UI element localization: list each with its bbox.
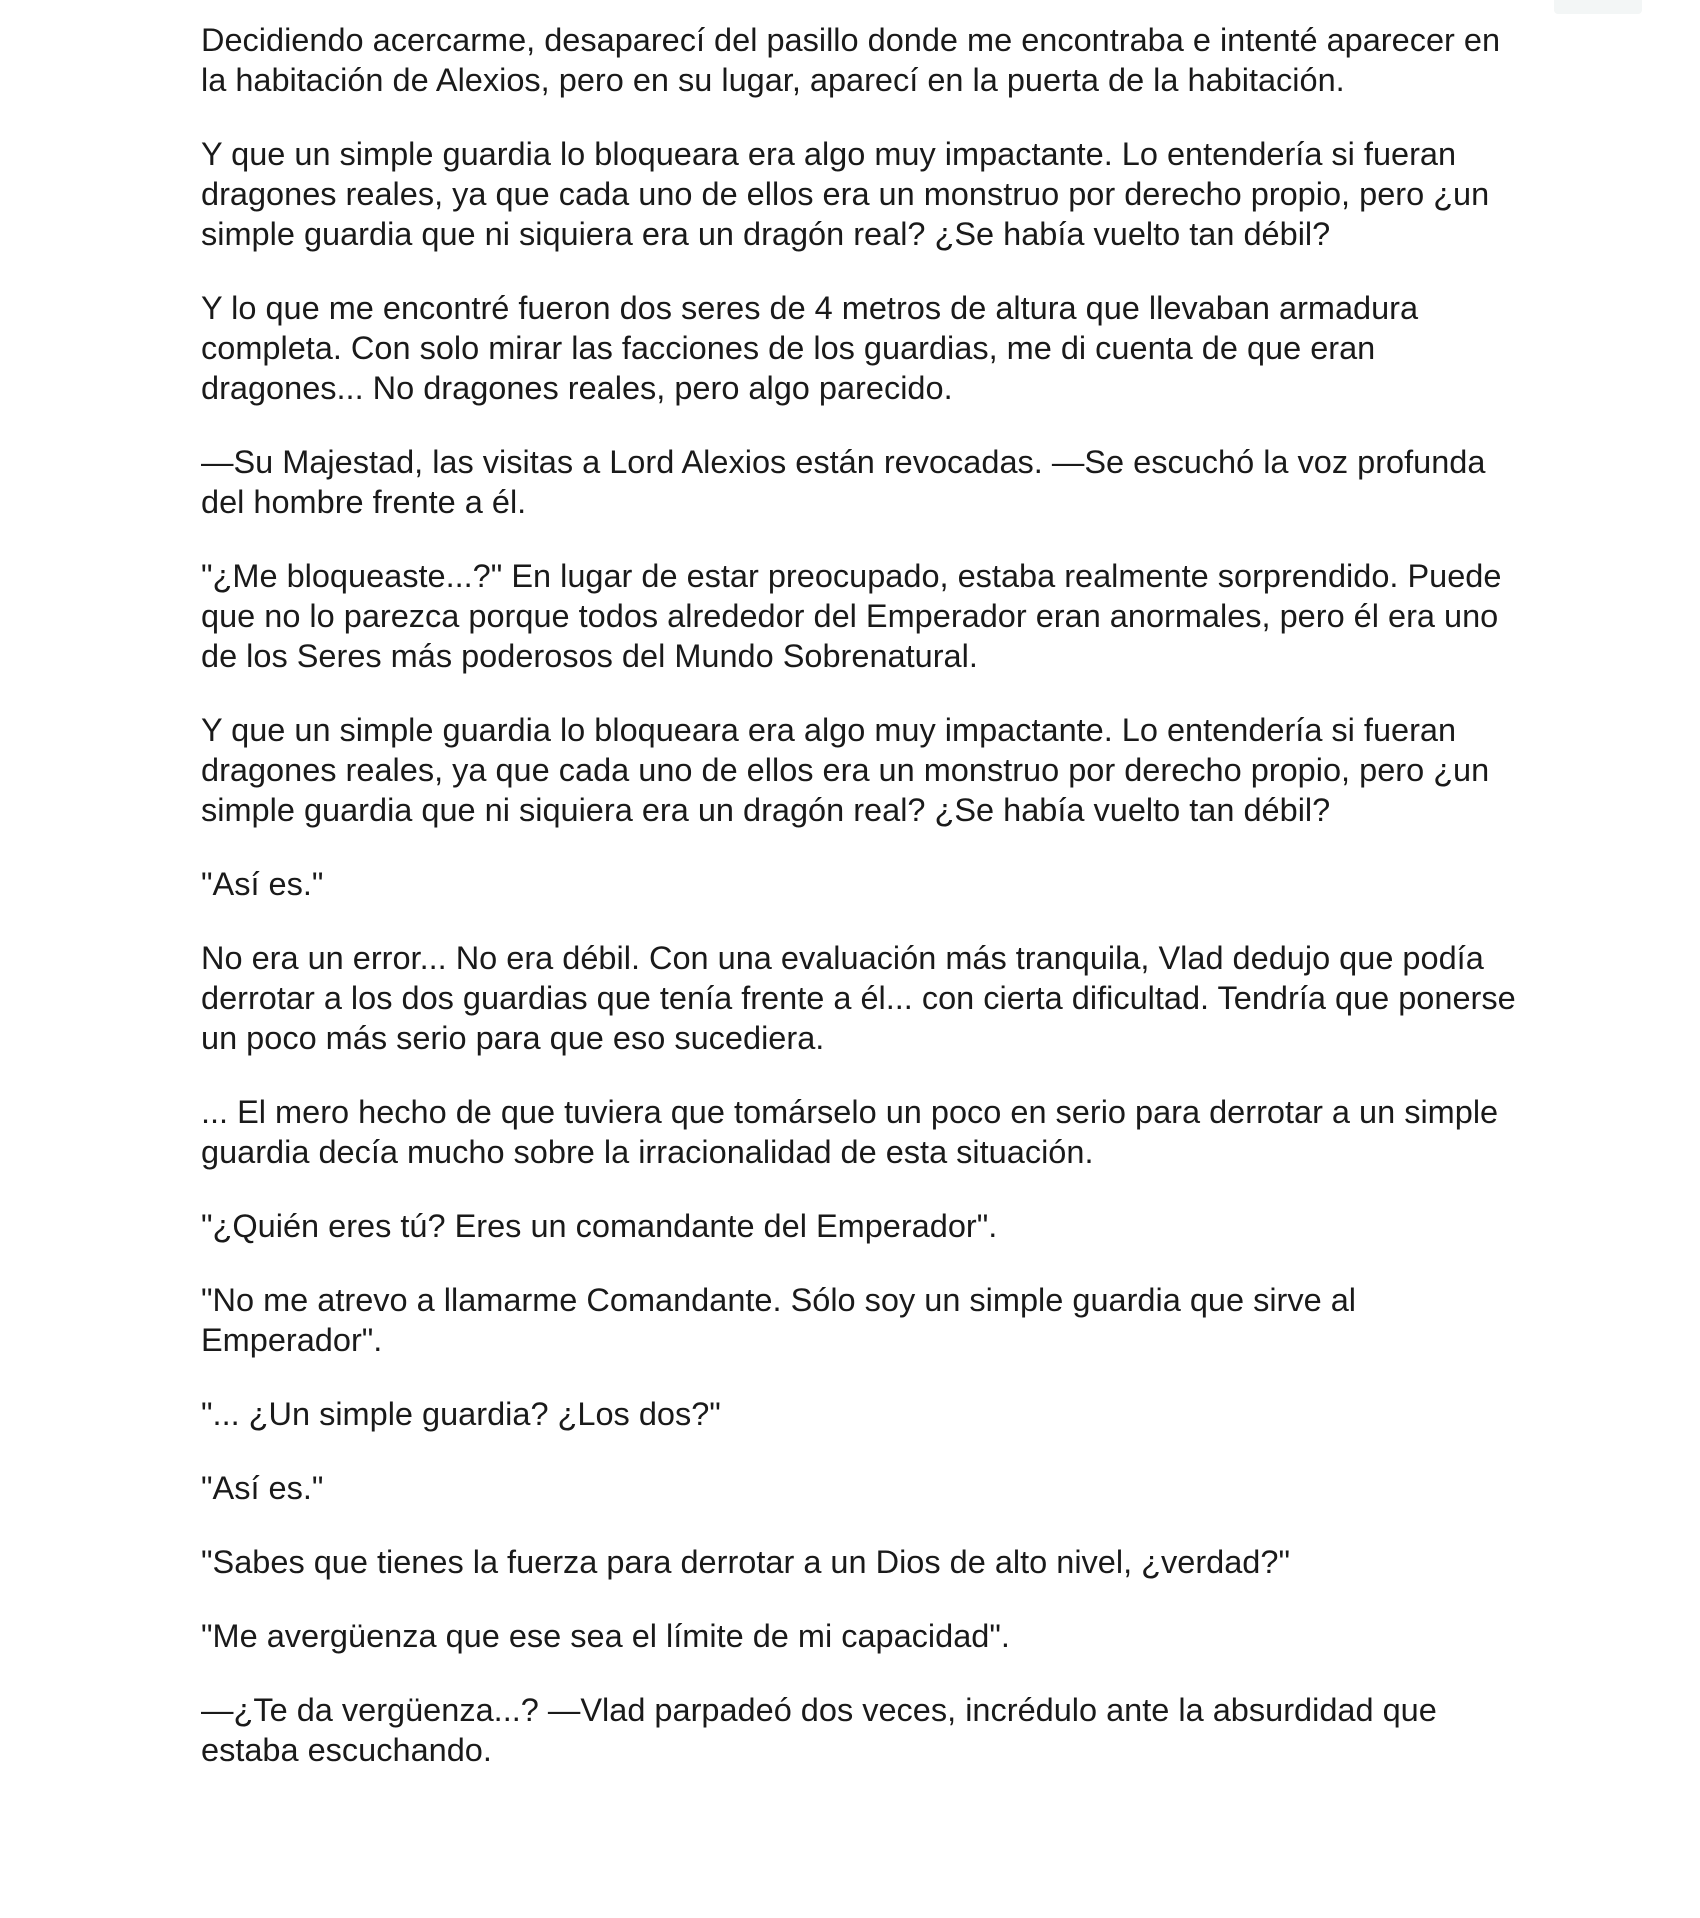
- paragraph: "Así es.": [201, 866, 324, 902]
- paragraph: No era un error... No era débil. Con una evaluación más tranquila, Vlad dedujo que podía derrotar a los dos guardias que tenía frente a él... con cierta dificultad. Tendría que ponerse un poco más serio para que eso sucediera.: [201, 940, 1516, 1056]
- paragraph: ... El mero hecho de que tuviera que tomárselo un poco en serio para derrotar a un simple guardia decía mucho sobre la irracionalidad de esta situación.: [201, 1094, 1499, 1170]
- paragraph: Y lo que me encontré fueron dos seres de 4 metros de altura que llevaban armadura completa. Con solo mirar las facciones de los guardias, me di cuenta de que eran dragones... No dragones reales, pero algo parecido.: [201, 290, 1419, 406]
- paragraph: Y que un simple guardia lo bloqueara era algo muy impactante. Lo entendería si fueran dragones reales, ya que cada uno de ellos era un monstruo por derecho propio, pero ¿un simple guardia que ni siquiera era un dragón real? ¿Se había vuelto tan débil?: [201, 712, 1490, 828]
- paragraph: "... ¿Un simple guardia? ¿Los dos?": [201, 1396, 721, 1432]
- paragraph: "Me avergüenza que ese sea el límite de mi capacidad".: [201, 1618, 1010, 1654]
- paragraph: "¿Me bloqueaste...?" En lugar de estar preocupado, estaba realmente sorprendido. Puede que no lo parezca porque todos alrededor del Emperador eran anormales, pero él era uno de los Seres más poderosos del Mundo Sobrenatural.: [201, 558, 1502, 674]
- document-body: [201, 20, 1531, 1804]
- corner-tab: [1554, 0, 1642, 14]
- paragraph: "Así es.": [201, 1470, 324, 1506]
- paragraph: "¿Quién eres tú? Eres un comandante del Emperador".: [201, 1208, 998, 1244]
- paragraph: —Su Majestad, las visitas a Lord Alexios están revocadas. —Se escuchó la voz profunda del hombre frente a él.: [201, 444, 1486, 520]
- paragraph: "No me atrevo a llamarme Comandante. Sólo soy un simple guardia que sirve al Emperador".: [201, 1282, 1357, 1358]
- paragraph: Y que un simple guardia lo bloqueara era algo muy impactante. Lo entendería si fueran dragones reales, ya que cada uno de ellos era un monstruo por derecho propio, pero ¿un simple guardia que ni siquiera era un dragón real? ¿Se había vuelto tan débil?: [201, 136, 1490, 252]
- paragraph: Decidiendo acercarme, desaparecí del pasillo donde me encontraba e intenté aparecer en la habitación de Alexios, pero en su lugar, aparecí en la puerta de la habitación.: [201, 22, 1501, 98]
- paragraph: —¿Te da vergüenza...? —Vlad parpadeó dos veces, incrédulo ante la absurdidad que estaba escuchando.: [201, 1692, 1437, 1768]
- paragraph: "Sabes que tienes la fuerza para derrotar a un Dios de alto nivel, ¿verdad?": [201, 1544, 1290, 1580]
